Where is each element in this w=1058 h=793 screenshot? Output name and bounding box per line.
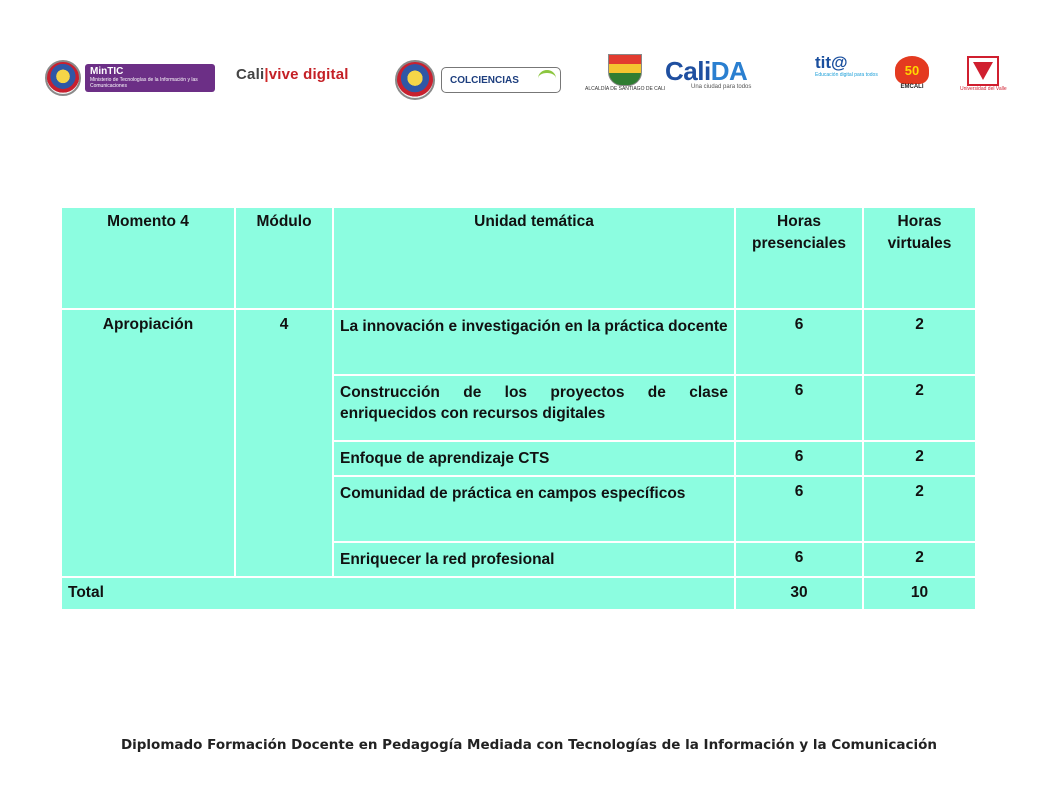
header-horas-presenciales: Horas presenciales (735, 207, 863, 309)
total-label: Total (61, 577, 735, 610)
module-table (60, 206, 977, 611)
unidad-cell: Comunidad de práctica en campos específicos (333, 476, 735, 542)
colombia-seal-icon (45, 60, 81, 96)
header-momento: Momento 4 (61, 207, 235, 309)
unidad-cell: Enriquecer la red profesional (333, 542, 735, 577)
colciencias-logo: COLCIENCIAS (395, 60, 561, 100)
virtuales-cell: 2 (863, 476, 976, 542)
virtuales-cell: 2 (863, 441, 976, 476)
presenciales-cell: 6 (735, 375, 863, 441)
presenciales-cell: 6 (735, 476, 863, 542)
total-presenciales: 30 (735, 577, 863, 610)
univalle-v-icon (967, 56, 999, 86)
unidad-cell: Enfoque de aprendizaje CTS (333, 441, 735, 476)
swirl-icon (538, 70, 556, 87)
univalle-logo: Universidad del Valle (960, 56, 1007, 92)
emcali-logo: 50 EMCALI (895, 56, 929, 90)
presenciales-cell: 6 (735, 309, 863, 375)
header-modulo: Módulo (235, 207, 333, 309)
alcaldia-cali-logo: ALCALDÍA DE SANTIAGO DE CALI (585, 54, 665, 92)
unidad-cell: La innovación e investigación en la práctica docente (333, 309, 735, 375)
emcali-badge-icon: 50 (895, 56, 929, 84)
header-horas-virtuales: Horas virtuales (863, 207, 976, 309)
total-row (61, 577, 976, 610)
presenciales-cell: 6 (735, 441, 863, 476)
virtuales-cell: 2 (863, 375, 976, 441)
modulo-cell: 4 (235, 309, 333, 577)
momento-cell: Apropiación (61, 309, 235, 577)
total-virtuales: 10 (863, 577, 976, 610)
calida-logo: CaliDA Una ciudad para todos (665, 56, 752, 90)
table-header-row (61, 207, 976, 309)
tita-logo: tit@ Educación digital para todos (815, 53, 878, 78)
logo-bar (40, 50, 1030, 100)
colombia-seal-icon (395, 60, 435, 100)
footer-caption: Diplomado Formación Docente en Pedagogía Mediada con Tecnologías de la Información y la Comunicación (120, 737, 938, 753)
cali-shield-icon (608, 54, 642, 86)
unidad-cell: Construcción de los proyectos de clase enriquecidos con recursos digitales (333, 375, 735, 441)
table-row (61, 309, 976, 375)
virtuales-cell: 2 (863, 309, 976, 375)
presenciales-cell: 6 (735, 542, 863, 577)
header-unidad: Unidad temática (333, 207, 735, 309)
mintic-logo: MinTIC Ministerio de Tecnologías de la Información y las Comunicaciones (45, 60, 215, 96)
cali-vive-digital-logo: Cali | vive digital (236, 66, 349, 83)
virtuales-cell: 2 (863, 542, 976, 577)
